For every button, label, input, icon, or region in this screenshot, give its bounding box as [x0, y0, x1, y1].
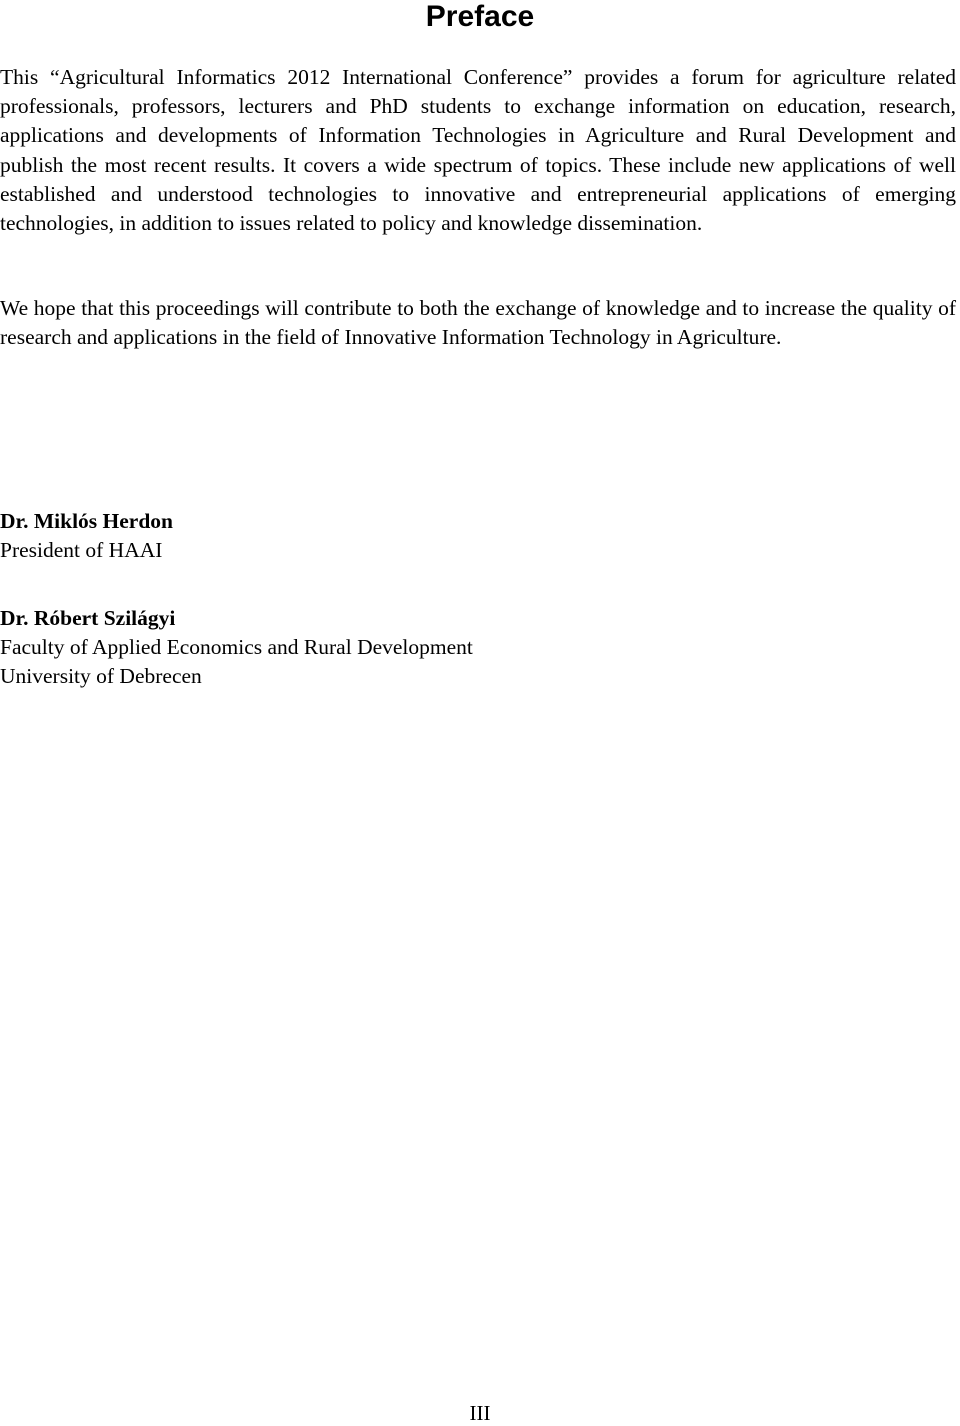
body-paragraph-hope: We hope that this proceedings will contribute to both the exchange of knowledge and to increase the quality of research and applications in the field of Innovative Information Technology in Agriculture. [0, 296, 956, 350]
body-paragraph-intro: This “Agricultural Informatics 2012 International Conference” provides a forum for agriculture related professionals, professors, lecturers and PhD students to exchange information on education, research, applications and developments of Information Technologies in Agriculture and Rural Development and publish the most recent results. It covers a wide spectrum of topics. These include new applications of well established and understood technologies to innovative and entrepreneurial applications of emerging technologies, in addition to issues related to policy and knowledge dissemination. [0, 65, 956, 236]
signatory-university: University of Debrecen [0, 664, 202, 688]
signatory-name: Dr. Miklós Herdon [0, 509, 174, 533]
page-number: III [469, 1401, 491, 1425]
signatory-faculty: Faculty of Applied Economics and Rural Development [0, 635, 473, 659]
signatory-name: Dr. Róbert Szilágyi [0, 606, 176, 630]
signature-block-herdon [0, 507, 900, 565]
page-title: Preface [425, 0, 535, 33]
signature-block-szilagyi [0, 604, 900, 691]
signatory-title: President of HAAI [0, 538, 163, 562]
